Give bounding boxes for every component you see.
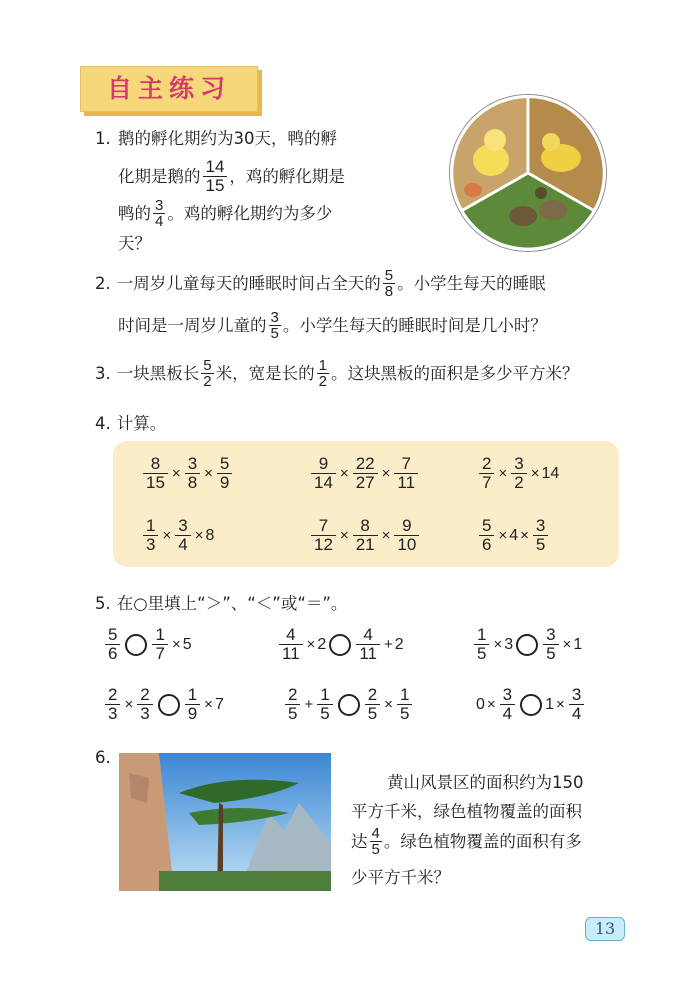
fraction: $\frac{3}{5}$ bbox=[270, 309, 279, 342]
calc-expression: $\frac{2}{7}$ × $\frac{3}{2}$ × 14 bbox=[477, 455, 559, 492]
fraction: $\frac{4}{5}$ bbox=[371, 825, 380, 858]
q3-text: 米，宽是长的 bbox=[215, 363, 315, 383]
question-6-line1: 黄山风景区的面积约为150 bbox=[387, 773, 584, 792]
question-4 bbox=[95, 410, 166, 438]
question-1-line1: 鹅的孵化期约为30天，鸭的孵 bbox=[118, 129, 337, 148]
comparison-item: $\frac{4}{11}$ × 2 $\frac{4}{11}$ + 2 bbox=[277, 626, 404, 663]
compare-circle[interactable] bbox=[125, 634, 147, 656]
compare-circle[interactable] bbox=[520, 694, 542, 716]
question-6-line4: 少平方千米？ bbox=[351, 868, 450, 887]
fraction: $\frac{1}{2}$ bbox=[318, 357, 327, 390]
q2-number: 2. bbox=[95, 273, 111, 293]
section-title: 自主练习 bbox=[106, 74, 231, 103]
q3-text: 。这块黑板的面积是多少平方米？ bbox=[330, 363, 579, 383]
q2-text: 。小学生每天的睡眠时间是几小时？ bbox=[282, 315, 547, 335]
compare-circle[interactable] bbox=[338, 694, 360, 716]
fraction: $\frac{5}{8}$ bbox=[384, 267, 394, 300]
fraction: $\frac{3}{4}$ bbox=[155, 197, 164, 230]
calc-expression: $\frac{7}{12}$ × $\frac{8}{21}$ × $\frac{9}{10}$ bbox=[309, 517, 421, 554]
question-3 bbox=[95, 358, 578, 389]
comparison-item: $\frac{2}{5}$ + $\frac{1}{5}$ $\frac{2}{5}$ × $\frac{1}{5}$ bbox=[283, 686, 414, 723]
question-1-number: 1. bbox=[95, 129, 111, 148]
question-1-line2 bbox=[118, 158, 345, 195]
q3-number: 3. bbox=[95, 363, 111, 383]
compare-circle[interactable] bbox=[158, 694, 180, 716]
q5-number: 5. bbox=[95, 594, 111, 613]
q4-label: 计算。 bbox=[116, 414, 167, 433]
q1-text: 。鸡的孵化期约为多少 bbox=[167, 203, 333, 223]
q5-label: 在○里填上“＞”、“＜”或“＝”。 bbox=[116, 594, 348, 613]
q6-text: 。绿色植物覆盖的面积有多 bbox=[383, 831, 582, 851]
fraction: $\frac{14}{15}$ bbox=[203, 158, 228, 195]
page-number: 13 bbox=[585, 917, 625, 941]
calc-expression: $\frac{9}{14}$ × $\frac{22}{27}$ × $\frac{7}{11}$ bbox=[309, 455, 420, 492]
question-6-line2: 平方千米，绿色植物覆盖的面积 bbox=[351, 802, 582, 821]
comparison-item: $\frac{1}{5}$ × 3 $\frac{3}{5}$ × 1 bbox=[472, 626, 582, 663]
q3-text: 一块黑板长 bbox=[116, 363, 200, 383]
huangshan-photo bbox=[119, 753, 331, 891]
q1-text: ，鸡的孵化期是 bbox=[229, 166, 345, 186]
mountain-pine-image bbox=[119, 753, 331, 891]
calc-expression: $\frac{5}{6}$ × 4 × $\frac{3}{5}$ bbox=[477, 517, 550, 554]
compare-circle[interactable] bbox=[516, 634, 538, 656]
hatchling-photo-collage bbox=[450, 95, 606, 251]
q2-text: 一周岁儿童每天的睡眠时间占全天的 bbox=[116, 273, 381, 293]
comparison-item: 0 × $\frac{3}{4}$ 1 × $\frac{3}{4}$ bbox=[476, 686, 586, 723]
fraction: $\frac{5}{2}$ bbox=[203, 357, 212, 390]
calculation-panel bbox=[113, 441, 619, 567]
calc-expression: $\frac{8}{15}$ × $\frac{3}{8}$ × $\frac{5}{9}$ bbox=[141, 455, 234, 492]
question-1-line3 bbox=[118, 198, 332, 229]
compare-circle[interactable] bbox=[329, 634, 351, 656]
section-title-badge bbox=[80, 66, 258, 112]
question-6-line3 bbox=[351, 826, 582, 857]
q2-text: 时间是一周岁儿童的 bbox=[118, 315, 267, 335]
hatchling-image bbox=[453, 98, 603, 248]
q1-text: 鸭的 bbox=[118, 203, 151, 223]
question-2-line2 bbox=[118, 310, 547, 341]
q2-text: 。小学生每天的睡眠 bbox=[397, 273, 546, 293]
q6-text: 达 bbox=[351, 831, 368, 851]
comparison-item: $\frac{5}{6}$ $\frac{1}{7}$ × 5 bbox=[103, 626, 192, 663]
q4-number: 4. bbox=[95, 414, 111, 433]
calc-expression: $\frac{1}{3}$ × $\frac{3}{4}$ × 8 bbox=[141, 517, 214, 554]
q1-text: 化期是鹅的 bbox=[118, 166, 201, 186]
question-2-line1 bbox=[95, 268, 546, 299]
comparison-item: $\frac{2}{3}$ × $\frac{2}{3}$ $\frac{1}{9}$ × 7 bbox=[103, 686, 224, 723]
question-5 bbox=[95, 590, 347, 618]
question-1-line4: 天？ bbox=[118, 234, 151, 253]
question-6-number: 6. bbox=[95, 748, 111, 767]
